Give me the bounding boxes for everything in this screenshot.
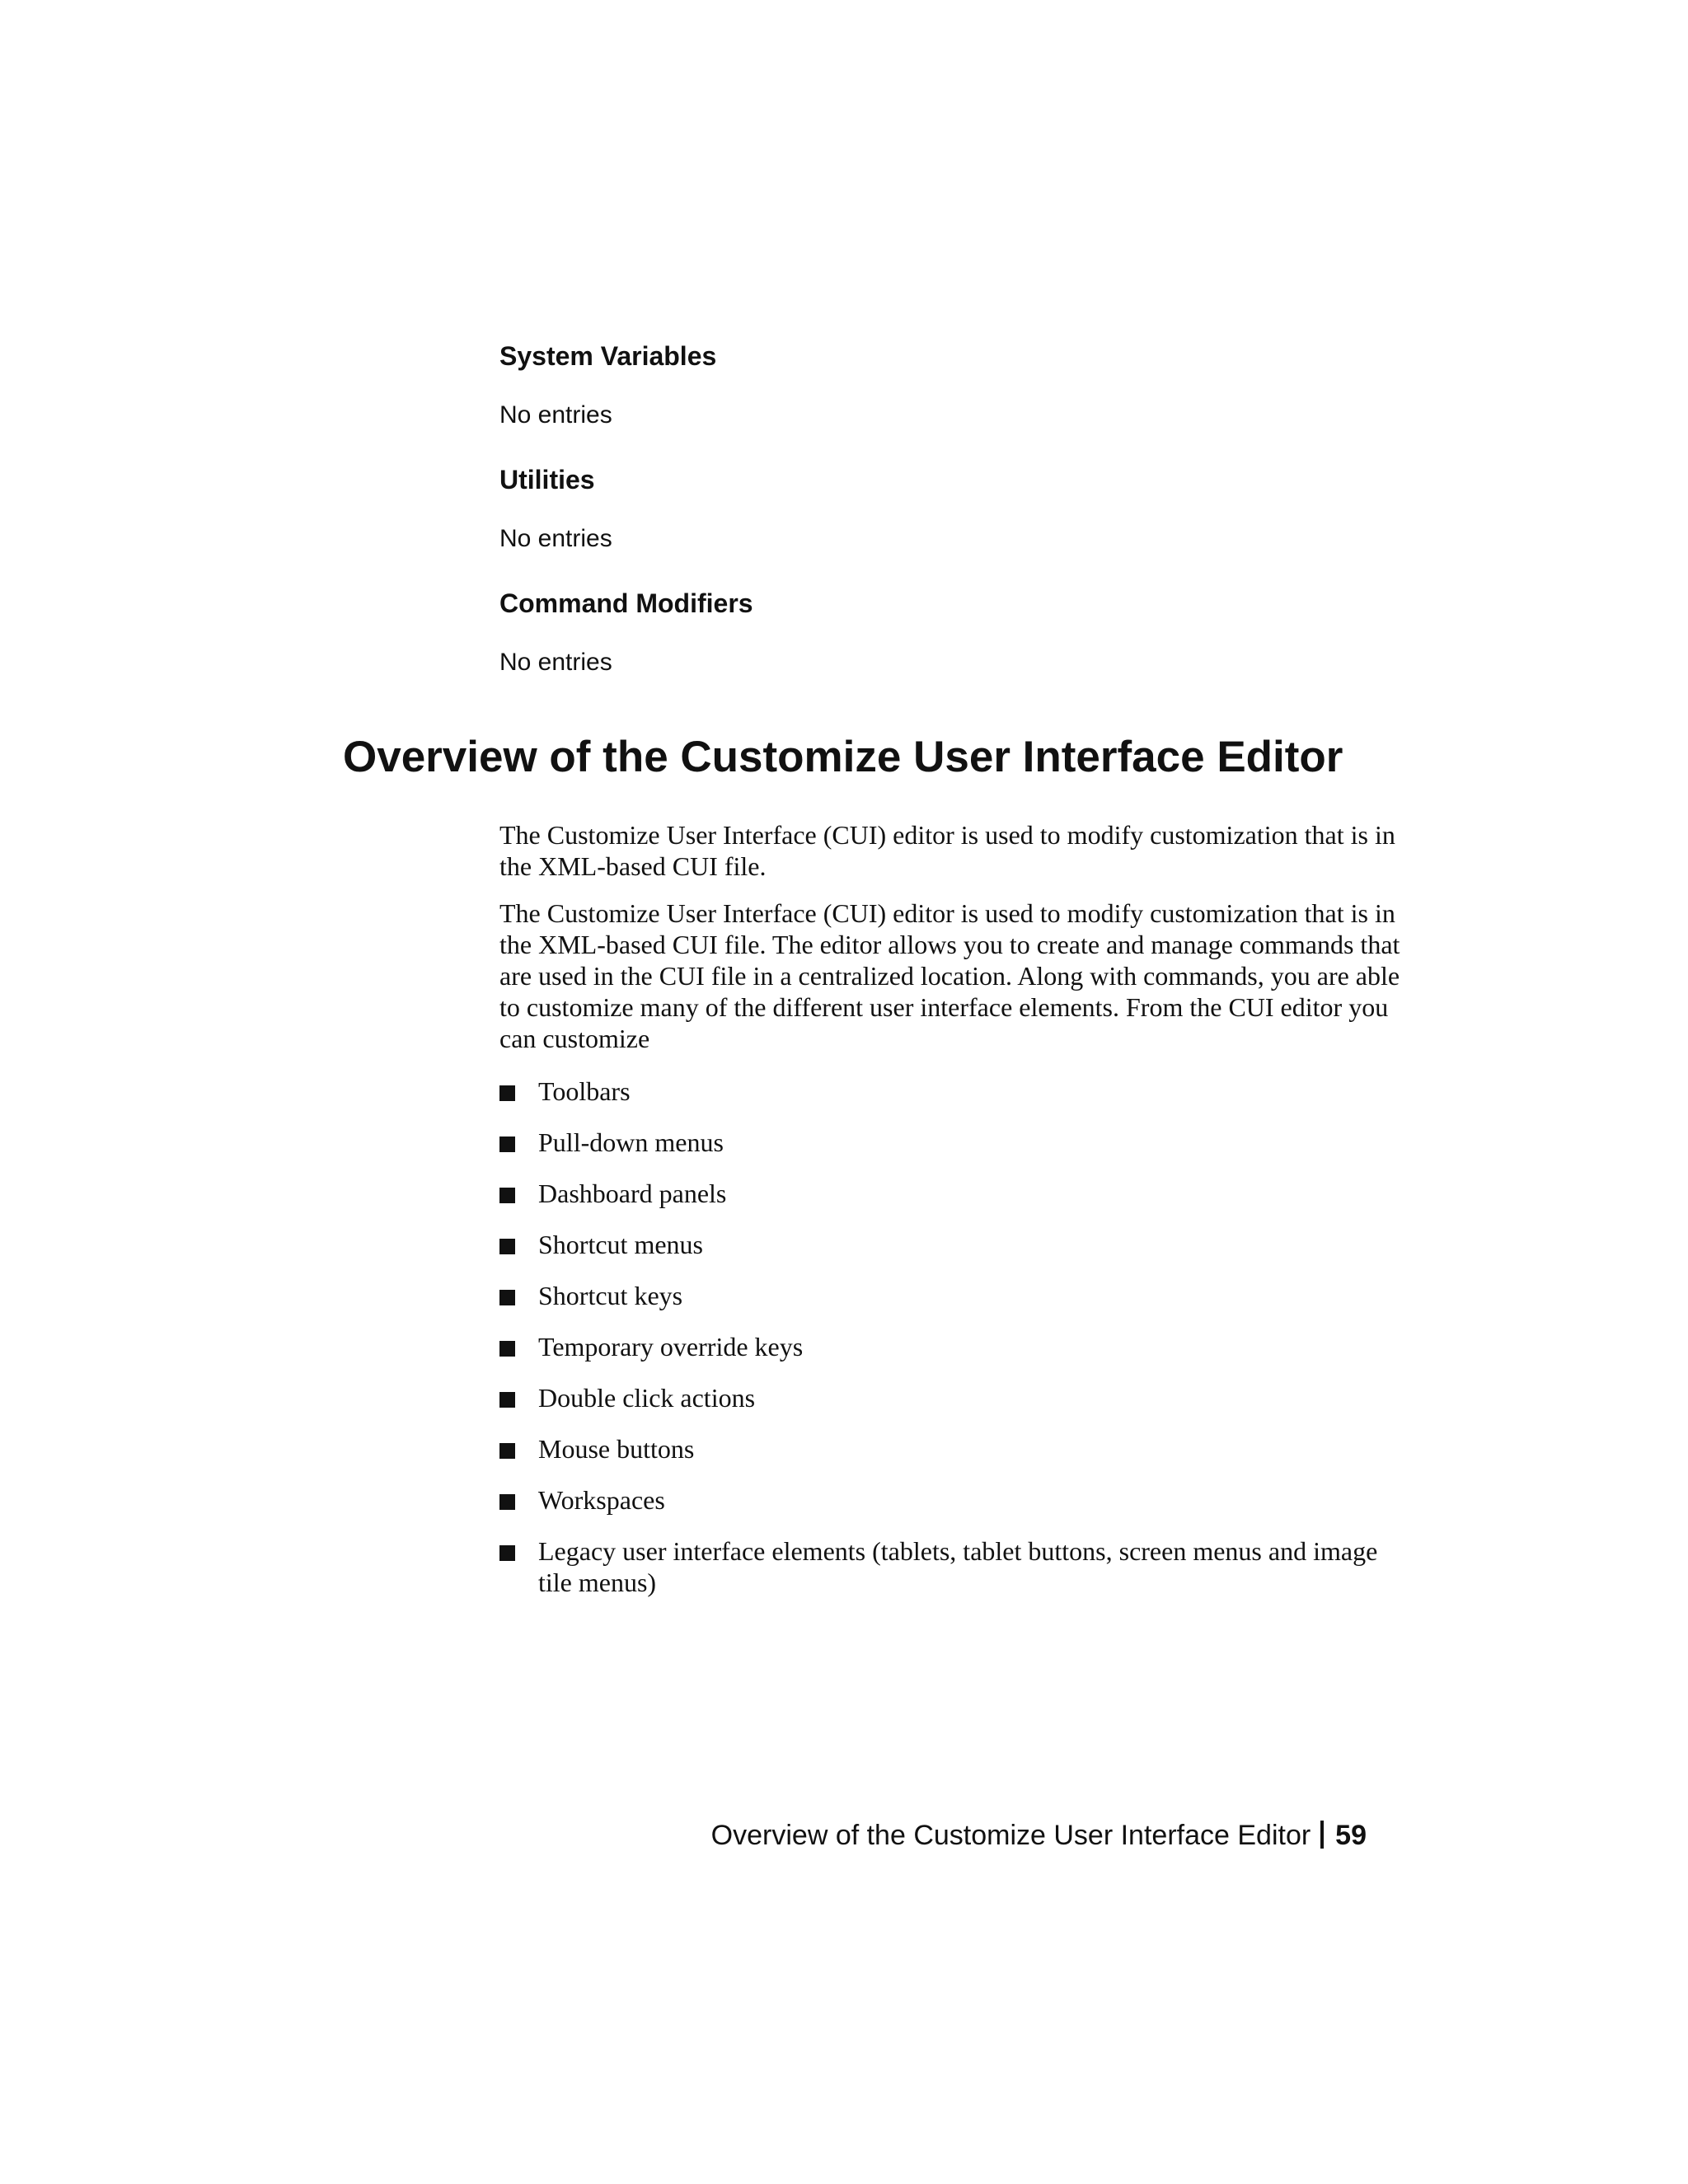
list-item-text: Shortcut keys [538,1281,683,1310]
list-item-text: Pull-down menus [538,1127,724,1157]
bullet-square-icon [499,1137,515,1152]
list-item [499,1280,1406,1311]
footer-running-title: Overview of the Customize User Interface Editor [710,1820,1311,1851]
list-item [499,1331,1406,1362]
bullet-square-icon [499,1494,515,1510]
bullet-square-icon [499,1188,515,1203]
subsection-heading-utilities: Utilities [499,465,595,494]
subsection-body-utilities: No entries [499,525,612,552]
list-item-text: Shortcut menus [538,1230,703,1259]
section-title: Overview of the Customize User Interface Editor [343,733,1343,781]
list-item [499,1178,1406,1209]
list-item-text: Workspaces [538,1485,665,1515]
list-item [499,1127,1406,1158]
list-item [499,1535,1406,1598]
page-number: 59 [1335,1820,1367,1851]
subsection-body-system-variables: No entries [499,401,612,429]
bullet-square-icon [499,1443,515,1459]
bullet-square-icon [499,1392,515,1408]
subsection-heading-command-modifiers: Command Modifiers [499,588,753,618]
list-item-text: Mouse buttons [538,1434,695,1464]
subsection-body-command-modifiers: No entries [499,649,612,676]
list-item-text: Toolbars [538,1076,631,1106]
bullet-square-icon [499,1085,515,1101]
page-footer [711,1817,1367,1854]
detail-paragraph: The Customize User Interface (CUI) editor is used to modify customization that is in the XML-based CUI file. The editor allows you to create and manage commands that are used in the CUI file in a centralized location. Along with commands, you are able to customize many of the different user interface elements. From the CUI editor you can customize [499,898,1400,1053]
list-item [499,1484,1406,1516]
bullet-square-icon [499,1239,515,1254]
bullet-square-icon [499,1290,515,1305]
list-item-text: Legacy user interface elements (tablets, tablet buttons, screen menus and image tile menus) [538,1536,1378,1597]
list-item [499,1382,1406,1413]
intro-paragraph: The Customize User Interface (CUI) editor is used to modify customization that is in the XML-based CUI file. [499,820,1395,881]
list-item [499,1433,1406,1465]
bullet-square-icon [499,1341,515,1357]
footer-separator [1320,1821,1324,1849]
list-item-text: Dashboard panels [538,1179,727,1208]
list-item [499,1229,1406,1260]
list-item-text: Double click actions [538,1383,756,1413]
list-item-text: Temporary override keys [538,1332,804,1361]
subsection-heading-system-variables: System Variables [499,341,717,371]
bullet-square-icon [499,1545,515,1561]
customize-elements-list [499,1076,1406,1618]
list-item [499,1076,1406,1107]
